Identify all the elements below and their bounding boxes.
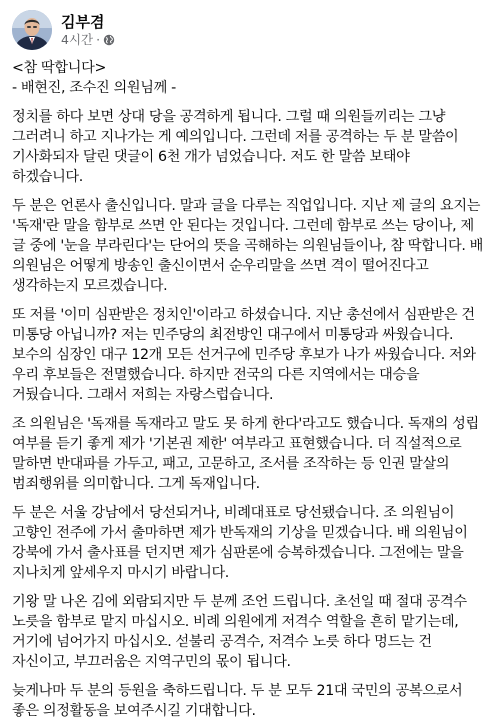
post-paragraph-3: 또 저를 '이미 심판받은 정치인'이라고 하셨습니다. 지난 총선에서 심판받은 건 미통당 아닙니까? 저는 민주당의 최전방인 대구에서 미통당과 싸웠습니다. 보수의 심장인 대구 12개 모든 선거구에 민주당 후보가 나가 싸웠습니다. 저와 우리 후보들은 전멸했습니다. 하지만 전국의 다른 지역에서는 대승을 거뒀습니다. 그래서 저희는 자랑스럽습니다. (12, 307, 476, 403)
globe-icon[interactable] (103, 34, 115, 46)
avatar-image (12, 10, 52, 50)
author-avatar[interactable] (12, 10, 52, 50)
post-title-line: <참 딱합니다> (12, 60, 107, 76)
post-paragraph-1: 정치를 하다 보면 상대 당을 공격하게 됩니다. 그럴 때 의원들끼리는 그냥 그러려니 하고 지나가는 게 예의입니다. 그런데 저를 공격하는 두 분 말씀이 기사화되자 달린 댓글이 6천 개가 넘었습니다. 저도 한 말씀 보태야 하겠습니다. (12, 109, 459, 185)
author-name[interactable]: 김부겸 (61, 13, 105, 31)
post-paragraph-7: 늦게나마 두 분의 등원을 축하드립니다. 두 분 모두 21대 국민의 공복으로서 좋은 의정활동을 보여주시길 기대합니다. (12, 683, 463, 719)
post-subtitle-line: - 배현진, 조수진 의원님께 - (12, 80, 176, 96)
post-paragraph-6: 기왕 말 나온 김에 외람되지만 두 분께 조언 드립니다. 초선일 때 절대 공격수 노릇을 함부로 맡지 마십시오. 비례 의원에게 저격수 역할을 흔히 맡기는데, 거기에 넘어가지 마십시오. 섣불리 공격수, 저격수 노릇 하다 멍드는 건 자신이고, 부끄러움은 지역구민의 몫이 됩니다. (12, 594, 467, 670)
post-time-line (61, 32, 115, 48)
post-paragraph-5: 두 분은 서울 강남에서 당선되거나, 비례대표로 당선됐습니다. 조 의원님이 고향인 전주에 가서 출마하면 제가 반독재의 기상을 믿겠습니다. 배 의원님이 강북에 가서 출사표를 던지면 제가 심판론에 승복하겠습니다. 그전에는 말을 지나치게 앞세우지 마시기 바랍니다. (12, 505, 468, 581)
meta-separator: · (96, 32, 101, 47)
post-meta (61, 12, 115, 48)
post-body (12, 58, 484, 721)
post-timestamp[interactable]: 4시간 (61, 32, 94, 47)
post-paragraph-4: 조 의원님은 '독재를 독재라고 말도 못 하게 한다'라고도 했습니다. 독재의 성립 여부를 듣기 좋게 제가 '기본권 제한' 여부라고 표현했습니다. 더 직설적으로 말하면 반대파를 가두고, 패고, 고문하고, 조서를 조작하는 등 인권 말살의 범죄행위를 의미합니다. 그게 독재입니다. (12, 416, 479, 492)
post-header (12, 0, 484, 58)
post-paragraph-2: 두 분은 언론사 출신입니다. 말과 글을 다루는 직업입니다. 지난 제 글의 요지는 '독재'란 말을 함부로 쓰면 안 된다는 것입니다. 그런데 함부로 쓰는 당이나, 제 글 중에 '눈을 부라린다'는 단어의 뜻을 곡해하는 의원님들이나, 참 딱합니다. 배 의원님은 어떻게 방송인 출신이면서 순우리말을 쓰면 격이 떨어진다고 생각하는지 모르겠습니다. (12, 198, 484, 294)
